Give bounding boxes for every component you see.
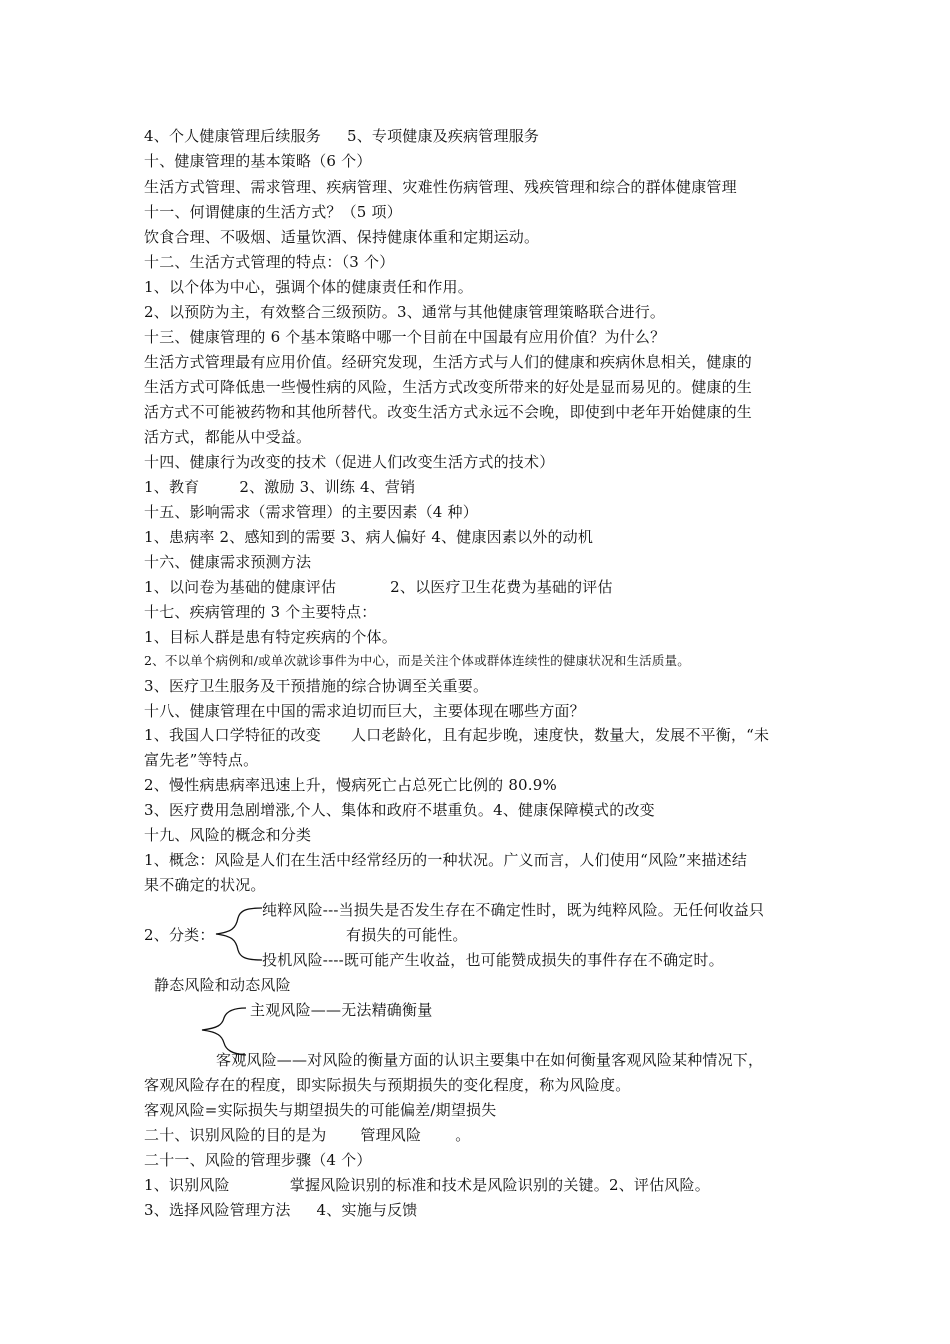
text-line: 1、以问卷为基础的健康评估 2、以医疗卫生花费为基础的评估 <box>144 578 613 596</box>
text-line: 1、患病率 2、感知到的需要 3、病人偏好 4、健康因素以外的动机 <box>144 528 594 546</box>
objective-risk-line: 客观风险存在的程度，即实际损失与预期损失的变化程度，称为风险度。 <box>144 1076 631 1094</box>
speculative-risk-line: 投机风险----既可能产生收益，也可能赞成损失的事件存在不确定时。 <box>262 951 724 969</box>
classification-label: 2、分类： <box>144 926 215 944</box>
objective-risk-formula: 客观风险=实际损失与期望损失的可能偏差/期望损失 <box>144 1101 497 1119</box>
text-line: 富先老”等特点。 <box>144 751 259 769</box>
section-heading: 二十一、风险的管理步骤（4 个） <box>144 1151 372 1169</box>
text-line: 2、慢性病患病率迅速上升，慢病死亡占总死亡比例的 80.9% <box>144 776 557 794</box>
section-heading: 十一、何谓健康的生活方式？（5 项） <box>144 203 402 221</box>
text-line: 活方式，都能从中受益。 <box>144 428 312 446</box>
section-heading: 十九、风险的概念和分类 <box>144 826 312 844</box>
text-line: 1、我国人口学特征的改变 人口老龄化，且有起步晚，速度快，数量大，发展不平衡，“未 <box>144 726 770 744</box>
brace-upper <box>216 908 262 960</box>
section-heading: 十二、生活方式管理的特点：（3 个） <box>144 253 395 271</box>
text-line: 3、医疗卫生服务及干预措施的综合协调至关重要。 <box>144 677 489 695</box>
section-heading: 十四、健康行为改变的技术（促进人们改变生活方式的技术） <box>144 453 555 471</box>
section-heading: 二十、识别风险的目的是为 管理风险 。 <box>144 1126 471 1144</box>
section-heading: 十七、疾病管理的 3 个主要特点： <box>144 603 377 621</box>
text-line: 2、不以单个病例和/或单次就诊事件为中心，而是关注个体或群体连续性的健康状况和生活质量。 <box>144 653 690 668</box>
pure-risk-line: 纯粹风险---当损失是否发生存在不确定性时，既为纯粹风险。无任何收益只 <box>262 901 765 919</box>
brace-lower <box>202 1008 246 1055</box>
text-line: 果不确定的状况。 <box>144 876 266 894</box>
text-line: 生活方式管理、需求管理、疾病管理、灾难性伤病管理、残疾管理和综合的群体健康管理 <box>144 178 737 196</box>
text-line: 1、概念：风险是人们在生活中经常经历的一种状况。广义而言，人们使用“风险”来描述结 <box>144 851 748 869</box>
section-heading: 十、健康管理的基本策略（6 个） <box>144 152 372 170</box>
text-line: 2、以预防为主，有效整合三级预防。3、通常与其他健康管理策略联合进行。 <box>144 303 666 321</box>
subjective-risk-line: 主观风险——无法精确衡量 <box>250 1001 433 1019</box>
text-line: 1、教育 2、激励 3、训练 4、营销 <box>144 478 416 496</box>
section-heading: 十八、健康管理在中国的需求迫切而巨大，主要体现在哪些方面？ <box>144 702 585 720</box>
text-line: 4、个人健康管理后续服务 5、专项健康及疾病管理服务 <box>144 127 540 145</box>
static-dynamic-line: 静态风险和动态风险 <box>154 976 291 994</box>
text-line: 1、以个体为中心，强调个体的健康责任和作用。 <box>144 278 473 296</box>
section-heading: 十五、影响需求（需求管理）的主要因素（4 种） <box>144 503 478 521</box>
text-line: 1、目标人群是患有特定疾病的个体。 <box>144 628 397 646</box>
section-heading: 十六、健康需求预测方法 <box>144 553 312 571</box>
pure-risk-line: 有损失的可能性。 <box>346 926 468 944</box>
text-line: 生活方式可降低患一些慢性病的风险，生活方式改变所带来的好处是显而易见的。健康的生 <box>144 378 753 396</box>
text-line: 生活方式管理最有应用价值。经研究发现，生活方式与人们的健康和疾病休息相关，健康的 <box>144 353 753 371</box>
section-heading: 十三、健康管理的 6 个基本策略中哪一个目前在中国最有应用价值？为什么？ <box>144 328 666 346</box>
text-line: 饮食合理、不吸烟、适量饮酒、保持健康体重和定期运动。 <box>144 228 540 246</box>
text-line: 活方式不可能被药物和其他所替代。改变生活方式永远不会晚，即使到中老年开始健康的生 <box>144 403 753 421</box>
text-line: 3、选择风险管理方法 4、实施与反馈 <box>144 1201 418 1219</box>
text-line: 1、识别风险 掌握风险识别的标准和技术是风险识别的关键。2、评估风险。 <box>144 1176 710 1194</box>
objective-risk-line: 客观风险——对风险的衡量方面的认识主要集中在如何衡量客观风险某种情况下， <box>216 1051 764 1069</box>
text-line: 3、医疗费用急剧增涨,个人、集体和政府不堪重负。4、健康保障模式的改变 <box>144 801 655 819</box>
